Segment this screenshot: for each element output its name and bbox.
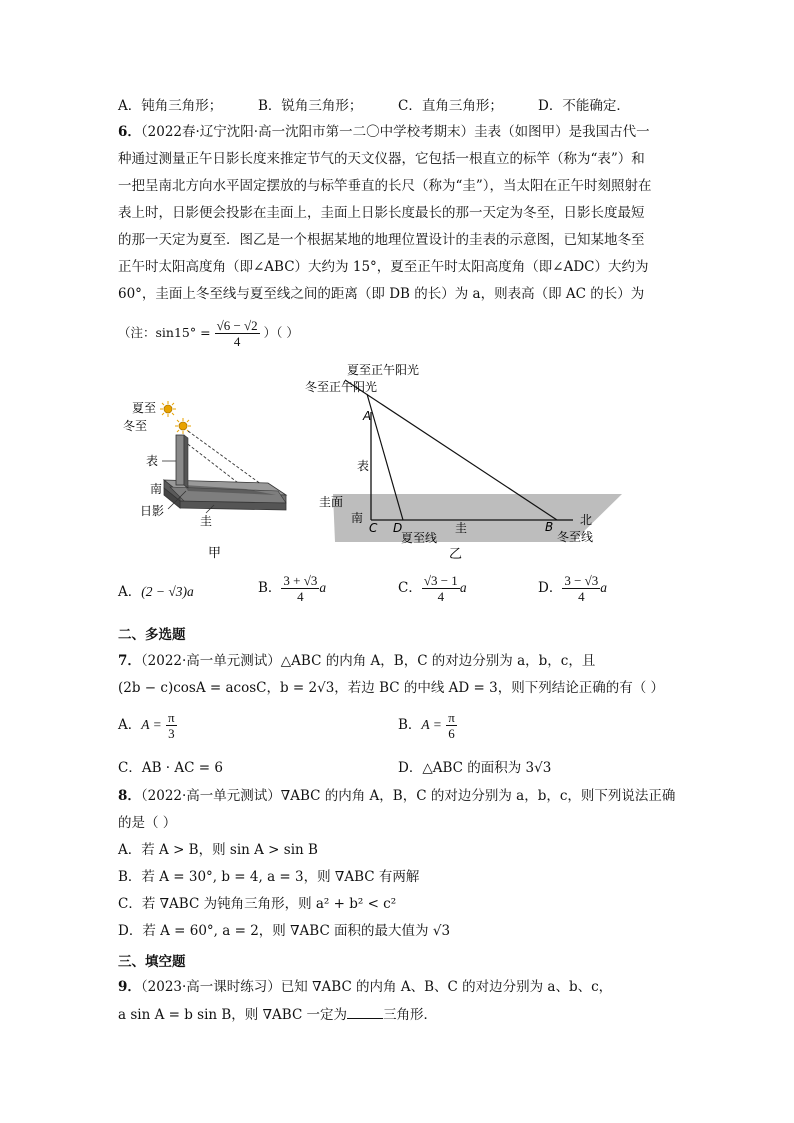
q9-line-2: a sin A = b sin B，则 ∇ABC 一定为 三角形． — [118, 1004, 437, 1025]
label-summer: 夏至 — [132, 401, 157, 415]
q5-option-d: D．不能确定． — [538, 98, 630, 114]
q7-option-a: A．A = $\frac{\pi}{3}$ — [118, 710, 175, 741]
label-south: 南 — [351, 511, 364, 525]
q8-option-d: D．若 A = 60°, a = 2，则 ∇ABC 面积的最大值为 √3 — [118, 923, 451, 939]
q6-line-6: 正午时太阳高度角（即∠ABC）大约为 15°，夏至正午时太阳高度角（即∠ADC）大约为 — [118, 259, 649, 275]
label-biao: 表 — [146, 454, 159, 468]
q7-option-c: C．AB · AC = 6 — [118, 760, 223, 776]
answer-blank[interactable] — [347, 1004, 383, 1019]
q5-option-b: B．锐角三角形； — [258, 98, 363, 114]
q6-line-3: 一把呈南北方向水平固定摆放的与标竿垂直的长尺（称为“圭”），当太阳在正午时刻照射在 — [118, 178, 652, 194]
label-shadow: 日影 — [140, 504, 165, 518]
q7-line-2: (2b − c)cosA = acosC，b = 2√3，若边 BC 的中线 AD = 3，则下列结论正确的有（ ） — [118, 680, 665, 696]
label-gui: 圭 — [455, 521, 468, 535]
figure-jia — [118, 385, 293, 565]
label-winter: 冬至 — [123, 419, 148, 433]
summer-sun-icon — [160, 401, 176, 417]
label-winter-light: 冬至正午阳光 — [305, 380, 378, 394]
q5-option-a: A．钝角三角形； — [118, 98, 223, 114]
point-A: A — [363, 409, 372, 423]
point-B: B — [545, 520, 554, 534]
q8-option-b: B．若 A = 30°, b = 4, a = 3，则 ∇ABC 有两解 — [118, 869, 420, 885]
q7-line-1: 7．（2022·高一单元测试）△ABC 的内角 A，B，C 的对边分别为 a，b，c，且 — [118, 653, 596, 669]
biao-post — [176, 435, 184, 485]
q6-option-c: C． $\frac{√3 - 1}{4}$ a — [398, 573, 467, 604]
point-D: D — [393, 521, 403, 535]
q6-line-4: 表上时，日影便会投影在圭面上，圭面上日影长度最长的那一天定为冬至，日影长度最短 — [118, 205, 645, 221]
q8-option-a: A．若 A > B，则 sin A > sin B — [118, 842, 318, 858]
q6-line-5: 的那一天定为夏至．图乙是一个根据某地的地理位置设计的圭表的示意图，已知某地冬至 — [118, 232, 645, 248]
q6-option-b: B． $\frac{3 + √3}{4}$ a — [258, 573, 327, 604]
sin15-fraction: $\frac{√6 - √2}{4}$ — [216, 318, 258, 349]
q6-line-1: 6．（2022春·辽宁沈阳·高一沈阳市第一二〇中学校考期末）圭表（如图甲）是我国古代一 — [118, 124, 650, 140]
label-gui: 圭 — [200, 514, 213, 528]
label-guimian: 圭面 — [319, 495, 344, 509]
label-summer-light: 夏至正午阳光 — [347, 363, 420, 377]
figure-yi — [305, 360, 625, 565]
label-north: 北 — [580, 513, 593, 527]
q8-line-2: 的是（ ） — [118, 815, 177, 831]
label-biao: 表 — [357, 459, 370, 473]
q8-line-1: 8．（2022·高一单元测试）∇ABC 的内角 A，B，C 的对边分别为 a，b，c，则下列说法正确 — [118, 788, 676, 804]
q8-option-c: C．若 ∇ABC 为钝角三角形，则 a² + b² < c² — [118, 896, 397, 912]
section-multi-choice: 二、多选题 — [118, 627, 186, 643]
q6-option-d: D． $\frac{3 - √3}{4}$ a — [538, 573, 608, 604]
label-summer-line: 夏至线 — [401, 531, 438, 545]
label-south: 南 — [150, 482, 163, 496]
caption-yi: 乙 — [449, 547, 463, 562]
q6-line-7: 60°，圭面上冬至线与夏至线之间的距离（即 DB 的长）为 a，则表高（即 AC 的长）为 — [118, 286, 645, 302]
q6-line-2: 种通过测量正午日影长度来推定节气的天文仪器，它包括一根直立的标竿（称为“表”）和 — [118, 151, 645, 167]
q9-line-1: 9．（2023·高一课时练习）已知 ∇ABC 的内角 A、B、C 的对边分别为 a、b、c， — [118, 979, 613, 995]
caption-jia: 甲 — [208, 546, 222, 561]
section-fill-blank: 三、填空题 — [118, 954, 186, 970]
label-winter-line: 冬至线 — [557, 530, 594, 544]
q7-option-b: B．A = $\frac{\pi}{6}$ — [398, 710, 455, 741]
point-C: C — [369, 521, 378, 535]
q6-note: （注：sin15° = $\frac{√6 - √2}{4}$ ）（ ） — [118, 318, 299, 349]
q6-option-a: A．(2 − √3)a — [118, 584, 194, 600]
q7-option-d: D．△ABC 的面积为 3√3 — [398, 760, 552, 776]
q5-option-c: C．直角三角形； — [398, 98, 503, 114]
